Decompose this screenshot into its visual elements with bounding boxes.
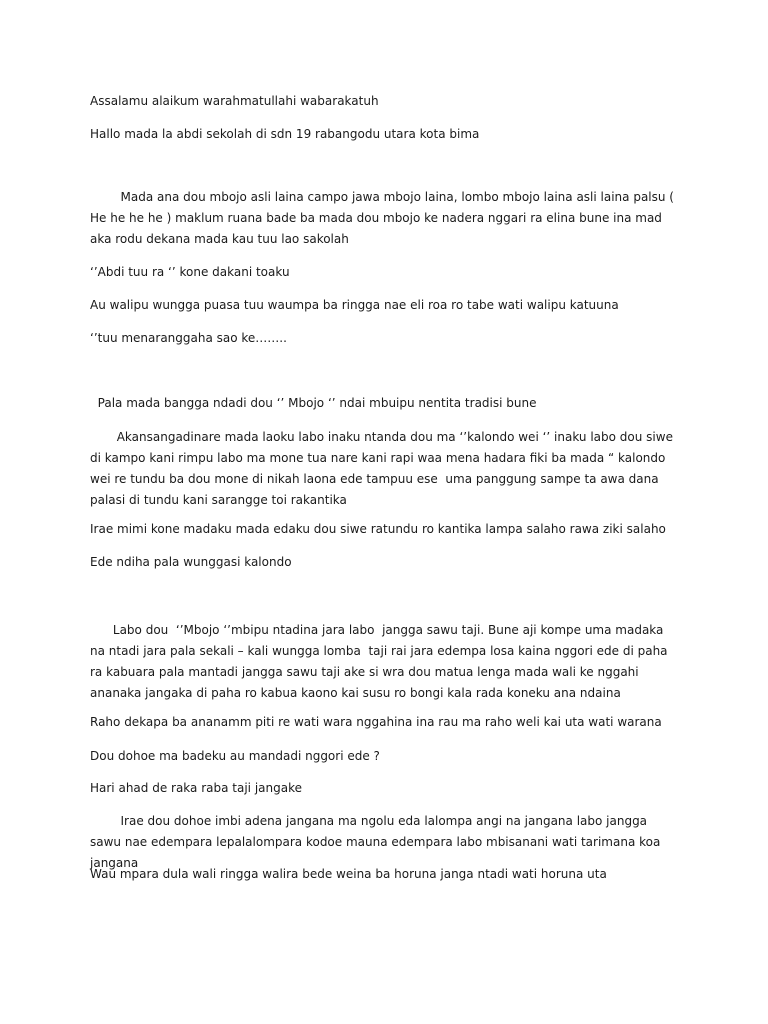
paragraph-jara-jangga: Labo dou ‘’Mbojo ‘’mbipu ntadina jara labo jangga sawu taji. Bune aji kompe uma madaka na ntadi jara pala sekali – kali wungga lomba taji rai jara edempa losa kaina nggori ede di paha ra kabuara pala mantadi jangga sawu taji ake si wra dou matua lenga mada wali ke nggahi ananaka jangaka di paha ro kabua kaono kai susu ro bongi kala rada koneku ana ndaina	[90, 623, 672, 700]
intro-line: Hallo mada la abdi sekolah di sdn 19 rabangodu utara kota bima	[90, 127, 480, 141]
paragraph-ede-ndiha: Ede ndiha pala wunggasi kalondo	[90, 555, 292, 569]
paragraph-fasting: Au walipu wungga puasa tuu waumpa ba ringga nae eli roa ro tabe wati walipu katuuna	[90, 298, 619, 312]
paragraph-origin: Mada ana dou mbojo asli laina campo jawa mbojo laina, lombo mbojo laina asli laina palsu ( He he he he ) maklum ruana bade ba mada dou mbojo ke nadera nggari ra elina bune ina mad aka rodu dekana mada kau tuu lao sakolah	[90, 190, 678, 246]
paragraph-proud-mbojo: Pala mada bangga ndadi dou ‘’ Mbojo ‘’ ndai mbuipu nentita tradisi bune	[90, 396, 537, 410]
paragraph-irae-dou-dohoe: Irae dou dohoe imbi adena jangana ma ngolu eda lalompa angi na jangana labo jangga sawu nae edempara lepalalompara kodoe mauna edempara labo mbisanani wati tarimana koa jangana	[90, 814, 665, 870]
paragraph-dou-dohoe: Dou dohoe ma badeku au mandadi nggori ede ?	[90, 749, 380, 763]
paragraph-wau-mpara: Wau mpara dula wali ringga walira bede weina ba horuna janga ntadi wati horuna uta	[90, 867, 607, 881]
paragraph-quote-question: ‘’tuu menaranggaha sao ke……..	[90, 331, 287, 345]
greeting-line: Assalamu alaikum warahmatullahi wabarakatuh	[90, 94, 379, 108]
paragraph-raho: Raho dekapa ba ananamm piti re wati wara nggahina ina rau ma raho weli kai uta wati warana	[90, 715, 662, 729]
paragraph-quote-school: ‘’Abdi tuu ra ‘’ kone dakani toaku	[90, 265, 290, 279]
paragraph-kalondo-wei: Akansangadinare mada laoku labo inaku ntanda dou ma ‘’kalondo wei ‘’ inaku labo dou siwe di kampo kani rimpu labo ma mone tua nare kani rapi waa mena hadara fiki ba mada “ kalondo wei re tundu ba dou mone di nikah laona ede tampuu ese uma panggung sampe ta awa dana palasi di tundu kani sarangge toi rakantika	[90, 430, 677, 507]
paragraph-mimi: Irae mimi kone madaku mada edaku dou siwe ratundu ro kantika lampa salaho rawa ziki salaho	[90, 522, 666, 536]
paragraph-hari-ahad: Hari ahad de raka raba taji jangake	[90, 781, 302, 795]
